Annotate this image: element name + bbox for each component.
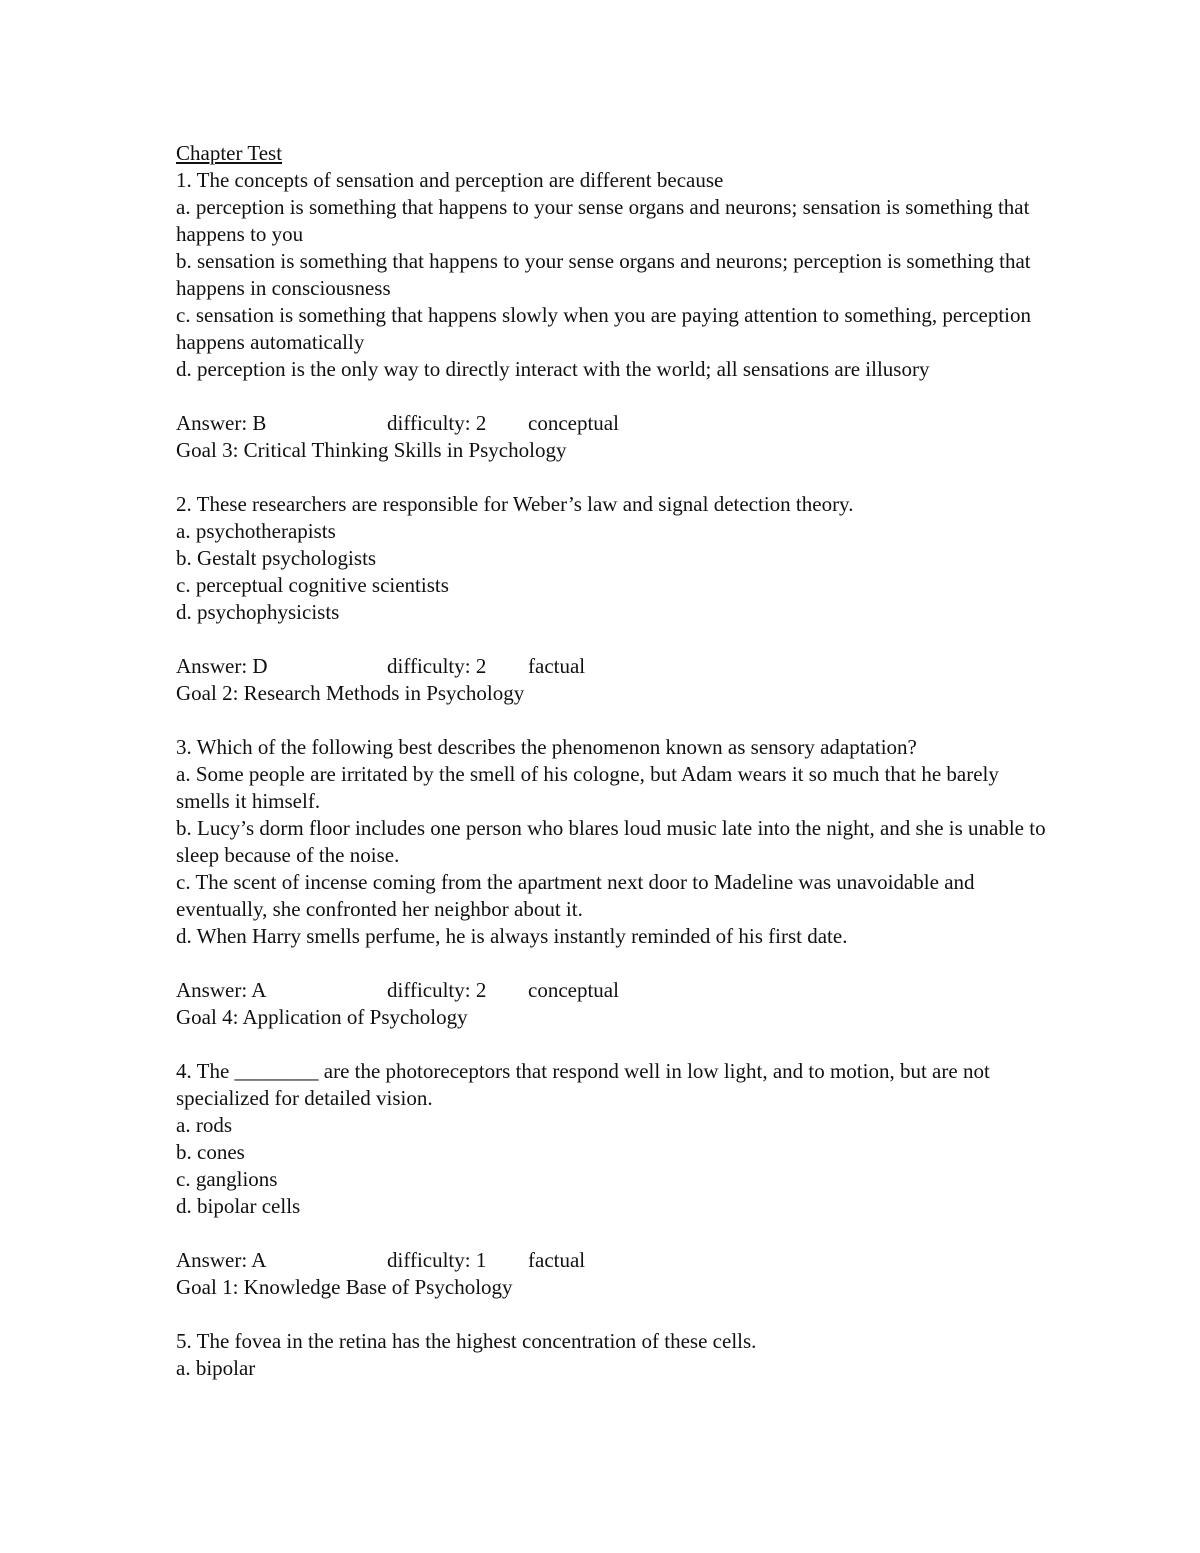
option-b: b. sensation is something that happens to your sense organs and neurons; perception is something that happens in consciousness (176, 249, 1031, 300)
option-a: a. Some people are irritated by the smell of his cologne, but Adam wears it so much that he barely smells it himself. (176, 762, 999, 813)
option-b: b. cones (176, 1140, 245, 1164)
option-a: a. rods (176, 1113, 232, 1137)
answer-row (176, 977, 1056, 1004)
option-c: c. The scent of incense coming from the apartment next door to Madeline was unavoidable and eventually, she confronted her neighbor about it. (176, 870, 975, 921)
difficulty: difficulty: 2 (387, 978, 487, 1002)
document-page (176, 140, 1056, 1382)
option-d: d. bipolar cells (176, 1194, 301, 1218)
question-stem: 5. The fovea in the retina has the highest concentration of these cells. (176, 1329, 757, 1353)
option-b: b. Lucy’s dorm floor includes one person who blares loud music late into the night, and she is unable to sleep because of the noise. (176, 816, 1046, 867)
question-type: factual (528, 654, 586, 678)
question-3 (176, 734, 1056, 1058)
option-c: c. ganglions (176, 1167, 278, 1191)
answer-key: Answer: D (176, 654, 268, 678)
learning-goal: Goal 2: Research Methods in Psychology (176, 681, 525, 705)
question-1 (176, 167, 1056, 491)
spacer (176, 1031, 1056, 1058)
question-type: conceptual (528, 978, 619, 1002)
learning-goal: Goal 4: Application of Psychology (176, 1005, 468, 1029)
question-stem: 1. The concepts of sensation and perception are different because (176, 168, 724, 192)
answer-key: Answer: A (176, 978, 267, 1002)
option-c: c. perceptual cognitive scientists (176, 573, 449, 597)
spacer (176, 1220, 1056, 1247)
answer-row (176, 1247, 1056, 1274)
answer-key: Answer: A (176, 1248, 267, 1272)
spacer (176, 1301, 1056, 1328)
question-5 (176, 1328, 1056, 1382)
option-d: d. psychophysicists (176, 600, 340, 624)
option-a: a. psychotherapists (176, 519, 336, 543)
option-b: b. Gestalt psychologists (176, 546, 377, 570)
answer-row (176, 410, 1056, 437)
option-d: d. When Harry smells perfume, he is always instantly reminded of his first date. (176, 924, 848, 948)
spacer (176, 707, 1056, 734)
answer-key: Answer: B (176, 411, 267, 435)
question-4 (176, 1058, 1056, 1328)
spacer (176, 626, 1056, 653)
spacer (176, 950, 1056, 977)
answer-row (176, 653, 1056, 680)
question-type: factual (528, 1248, 586, 1272)
page-title: Chapter Test (176, 141, 283, 165)
difficulty: difficulty: 1 (387, 1248, 487, 1272)
option-a: a. perception is something that happens to your sense organs and neurons; sensation is something that happens to you (176, 195, 1030, 246)
question-type: conceptual (528, 411, 619, 435)
option-c: c. sensation is something that happens slowly when you are paying attention to something, perception happens automatically (176, 303, 1032, 354)
learning-goal: Goal 1: Knowledge Base of Psychology (176, 1275, 513, 1299)
question-stem: 4. The ________ are the photoreceptors that respond well in low light, and to motion, but are not specialized for detailed vision. (176, 1059, 990, 1110)
question-stem: 2. These researchers are responsible for Weber’s law and signal detection theory. (176, 492, 854, 516)
question-2 (176, 491, 1056, 734)
option-a: a. bipolar (176, 1356, 256, 1380)
difficulty: difficulty: 2 (387, 654, 487, 678)
question-stem: 3. Which of the following best describes the phenomenon known as sensory adaptation? (176, 735, 917, 759)
difficulty: difficulty: 2 (387, 411, 487, 435)
learning-goal: Goal 3: Critical Thinking Skills in Psychology (176, 438, 567, 462)
option-d: d. perception is the only way to directly interact with the world; all sensations are illusory (176, 357, 930, 381)
spacer (176, 464, 1056, 491)
spacer (176, 383, 1056, 410)
